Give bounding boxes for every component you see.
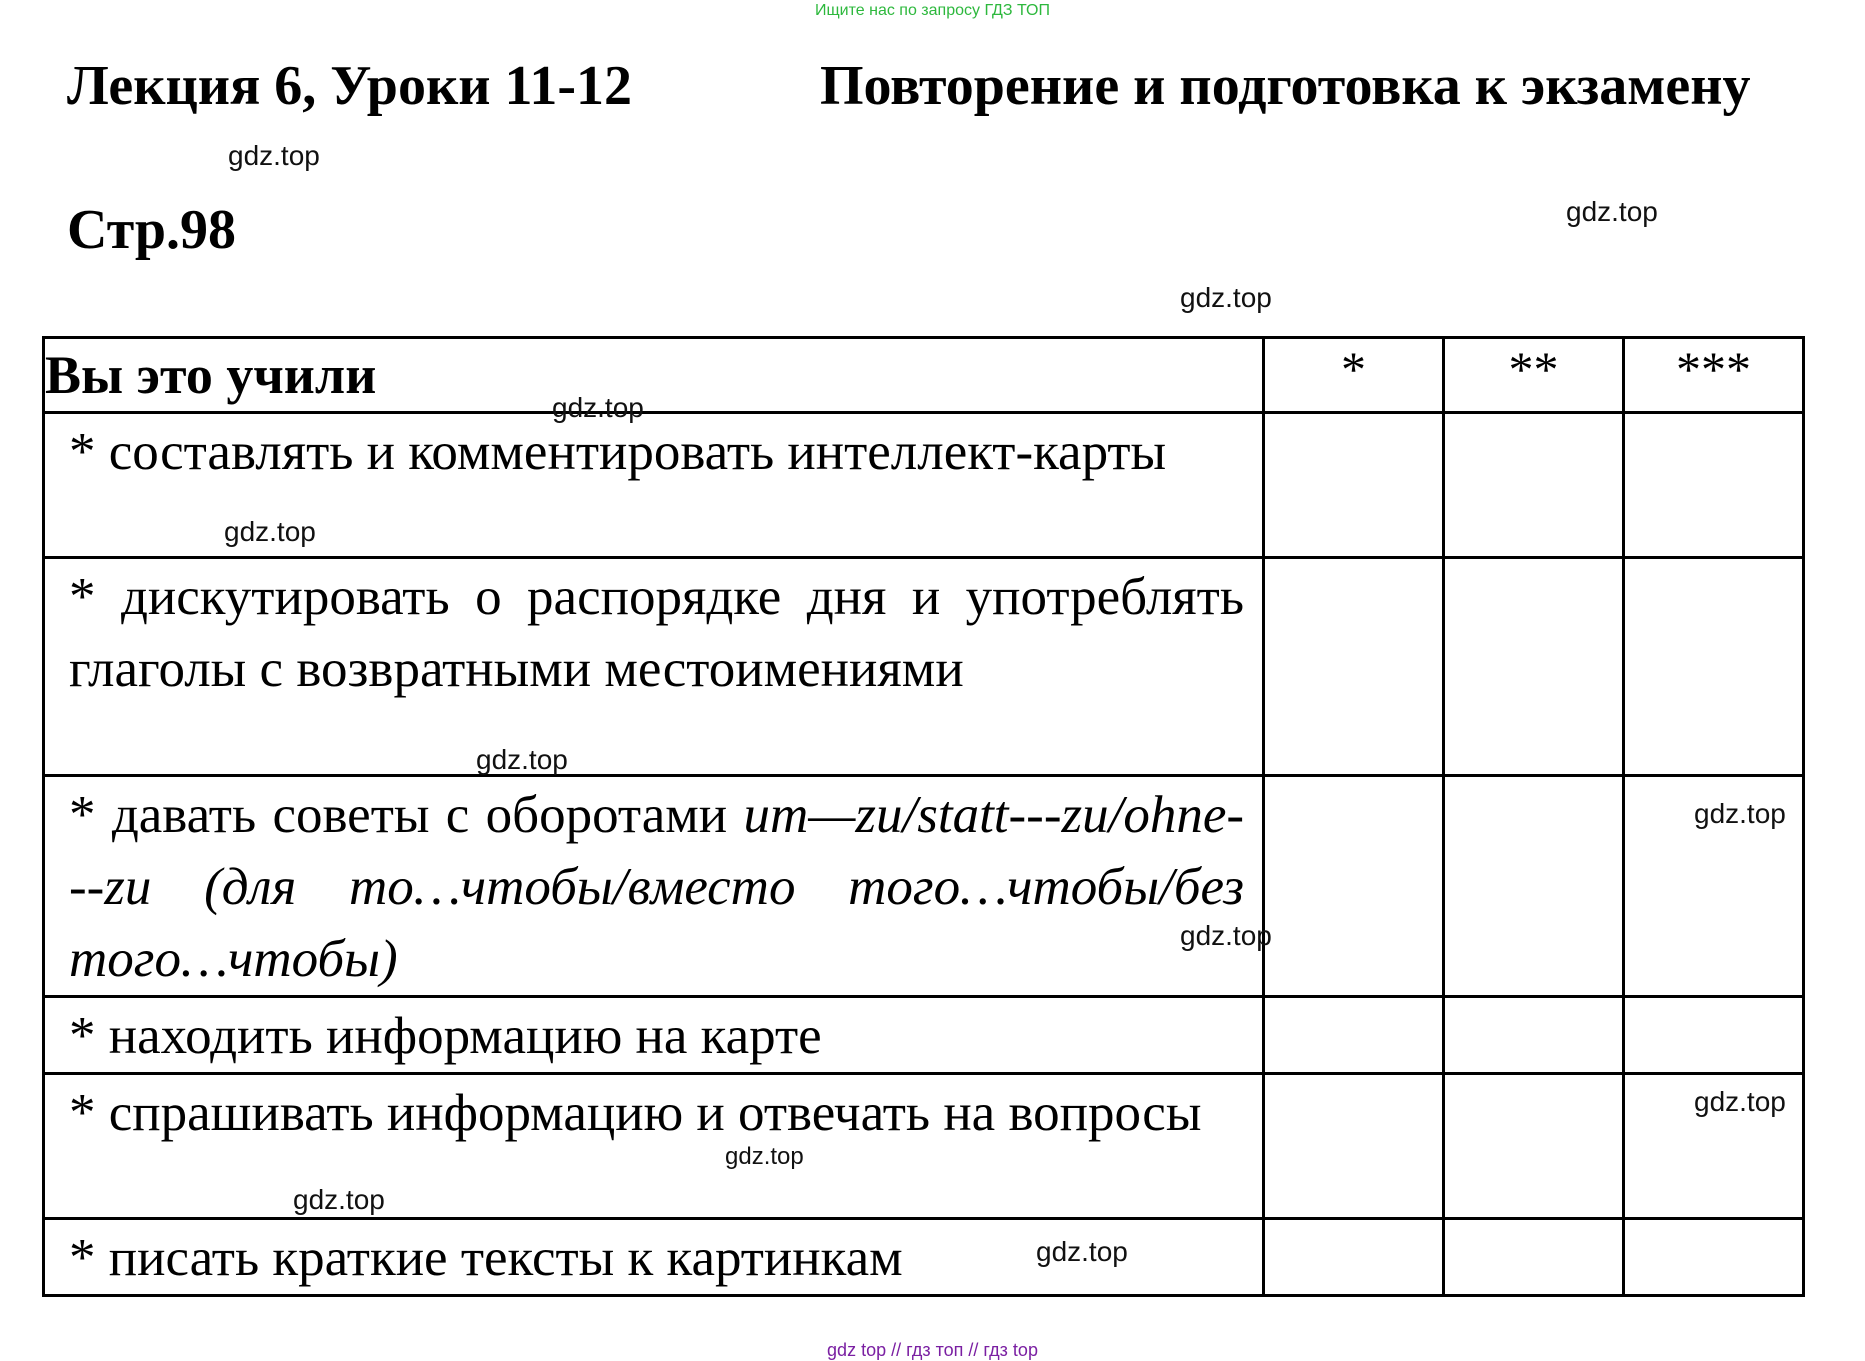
rating-cell-2[interactable]: [1444, 413, 1624, 558]
rating-cell-1[interactable]: [1264, 558, 1444, 776]
skill-text: * составлять и комментировать интеллект-карты: [69, 423, 1167, 481]
watermark: gdz.top: [293, 1184, 385, 1215]
table-header-row: [44, 338, 1804, 413]
table-row: [44, 558, 1804, 776]
watermark: gdz.top: [1180, 920, 1272, 951]
rating-cell-3[interactable]: [1624, 413, 1804, 558]
watermark: gdz.top: [1566, 196, 1658, 227]
watermark: gdz.top: [1036, 1236, 1128, 1267]
watermark: gdz.top: [1694, 798, 1786, 829]
rating-cell-3[interactable]: [1624, 558, 1804, 776]
top-banner[interactable]: Ищите нас по запросу ГДЗ ТОП: [815, 2, 1050, 19]
level-three-stars: ***: [1624, 338, 1804, 413]
rating-cell-1[interactable]: [1264, 1074, 1444, 1219]
rating-cell-1[interactable]: [1264, 413, 1444, 558]
rating-cell-3[interactable]: [1624, 997, 1804, 1074]
watermark: gdz.top: [552, 392, 644, 423]
topic-title: Повторение и подготовка к экзамену: [820, 55, 1751, 117]
skill-text-german-phrases: um—zu/statt---zu/ohne---zu (для то…чтобы/вместо того…чтобы/без того…чтобы): [69, 786, 1244, 988]
rating-cell-1[interactable]: [1264, 1219, 1444, 1296]
page-number: Стр.98: [67, 199, 237, 261]
watermark: gdz.top: [725, 1143, 804, 1170]
watermark: gdz.top: [224, 516, 316, 547]
watermark: gdz.top: [228, 140, 320, 171]
lecture-title: Лекция 6, Уроки 11-12: [67, 55, 633, 117]
rating-cell-1[interactable]: [1264, 776, 1444, 997]
level-one-star: *: [1264, 338, 1444, 413]
table-row: [44, 997, 1804, 1074]
skill-text: * спрашивать информацию и отвечать на вопросы: [69, 1084, 1202, 1142]
rating-cell-2[interactable]: [1444, 997, 1624, 1074]
footer-links[interactable]: gdz top // гдз топ // гдз top: [827, 1340, 1038, 1360]
level-two-stars: **: [1444, 338, 1624, 413]
watermark: gdz.top: [476, 744, 568, 775]
rating-cell-2[interactable]: [1444, 558, 1624, 776]
rating-cell-3[interactable]: [1624, 1219, 1804, 1296]
watermark: gdz.top: [1180, 282, 1272, 313]
table-title: Вы это учили: [44, 338, 1264, 413]
rating-cell-2[interactable]: [1444, 1219, 1624, 1296]
rating-cell-2[interactable]: [1444, 1074, 1624, 1219]
rating-cell-1[interactable]: [1264, 997, 1444, 1074]
table-row: [44, 1219, 1804, 1296]
table-row: [44, 776, 1804, 997]
skills-table: [42, 336, 1805, 1297]
watermark: gdz.top: [1694, 1086, 1786, 1117]
skill-text: * находить информацию на карте: [69, 1007, 822, 1065]
skill-text: [45, 777, 1262, 995]
skill-text-prefix: * давать советы с оборотами: [69, 786, 744, 844]
skill-text: * дискутировать о распорядке дня и употреблять глаголы с возвратными местоимениями: [69, 568, 1244, 698]
skill-text: * писать краткие тексты к картинкам: [69, 1229, 903, 1287]
rating-cell-2[interactable]: [1444, 776, 1624, 997]
